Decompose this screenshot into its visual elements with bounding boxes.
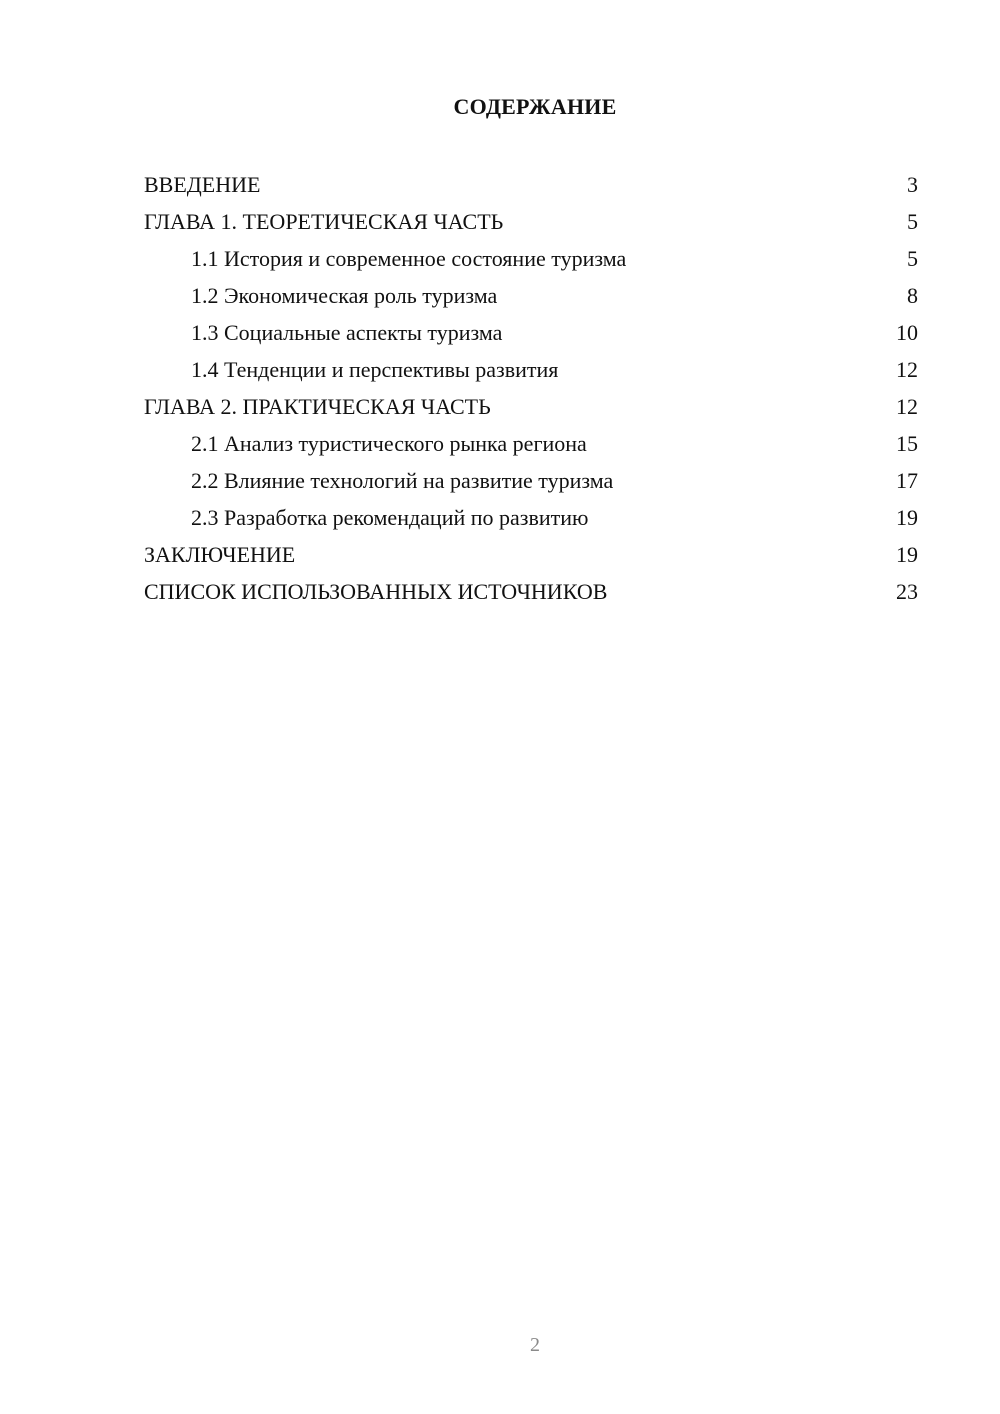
toc-entry-page: 17 <box>896 468 918 493</box>
toc-entry-label: 1.1 История и современное состояние туризма <box>191 246 627 271</box>
toc-entry-page: 5 <box>907 246 918 271</box>
toc-entry-section-1-1[interactable] <box>144 240 918 277</box>
toc-entry-label: 2.1 Анализ туристического рынка региона <box>191 431 587 456</box>
page-number: 2 <box>530 1334 540 1356</box>
table-of-contents <box>144 166 918 610</box>
toc-entry-label: ГЛАВА 1. ТЕОРЕТИЧЕСКАЯ ЧАСТЬ <box>144 209 504 234</box>
toc-entry-label: ЗАКЛЮЧЕНИЕ <box>144 542 296 567</box>
toc-entry-references[interactable] <box>144 573 918 610</box>
toc-entry-page: 10 <box>896 320 918 345</box>
toc-entry-label: 2.3 Разработка рекомендаций по развитию <box>191 505 589 530</box>
toc-entry-section-1-3[interactable] <box>144 314 918 351</box>
toc-entry-label: СПИСОК ИСПОЛЬЗОВАННЫХ ИСТОЧНИКОВ <box>144 579 608 604</box>
toc-entry-label: 1.2 Экономическая роль туризма <box>191 283 498 308</box>
toc-entry-label: 1.4 Тенденции и перспективы развития <box>191 357 559 382</box>
toc-entry-introduction[interactable] <box>144 166 918 203</box>
toc-entry-conclusion[interactable] <box>144 536 918 573</box>
toc-entry-section-2-3[interactable] <box>144 499 918 536</box>
toc-entry-label: 2.2 Влияние технологий на развитие туризма <box>191 468 614 493</box>
toc-entry-page: 15 <box>896 431 918 456</box>
toc-entry-page: 8 <box>907 283 918 308</box>
toc-entry-chapter-2[interactable] <box>144 388 918 425</box>
toc-entry-page: 19 <box>896 542 918 567</box>
toc-entry-page: 12 <box>896 394 918 419</box>
toc-entry-chapter-1[interactable] <box>144 203 918 240</box>
toc-entry-page: 19 <box>896 505 918 530</box>
toc-entry-label: 1.3 Социальные аспекты туризма <box>191 320 503 345</box>
toc-entry-label: ВВЕДЕНИЕ <box>144 172 261 197</box>
toc-entry-page: 5 <box>907 209 918 234</box>
toc-entry-section-2-1[interactable] <box>144 425 918 462</box>
toc-title: СОДЕРЖАНИЕ <box>453 94 617 119</box>
toc-entry-page: 12 <box>896 357 918 382</box>
toc-entry-section-1-2[interactable] <box>144 277 918 314</box>
toc-entry-page: 3 <box>907 172 918 197</box>
toc-entry-page: 23 <box>896 579 918 604</box>
toc-entry-label: ГЛАВА 2. ПРАКТИЧЕСКАЯ ЧАСТЬ <box>144 394 491 419</box>
toc-entry-section-1-4[interactable] <box>144 351 918 388</box>
toc-entry-section-2-2[interactable] <box>144 462 918 499</box>
